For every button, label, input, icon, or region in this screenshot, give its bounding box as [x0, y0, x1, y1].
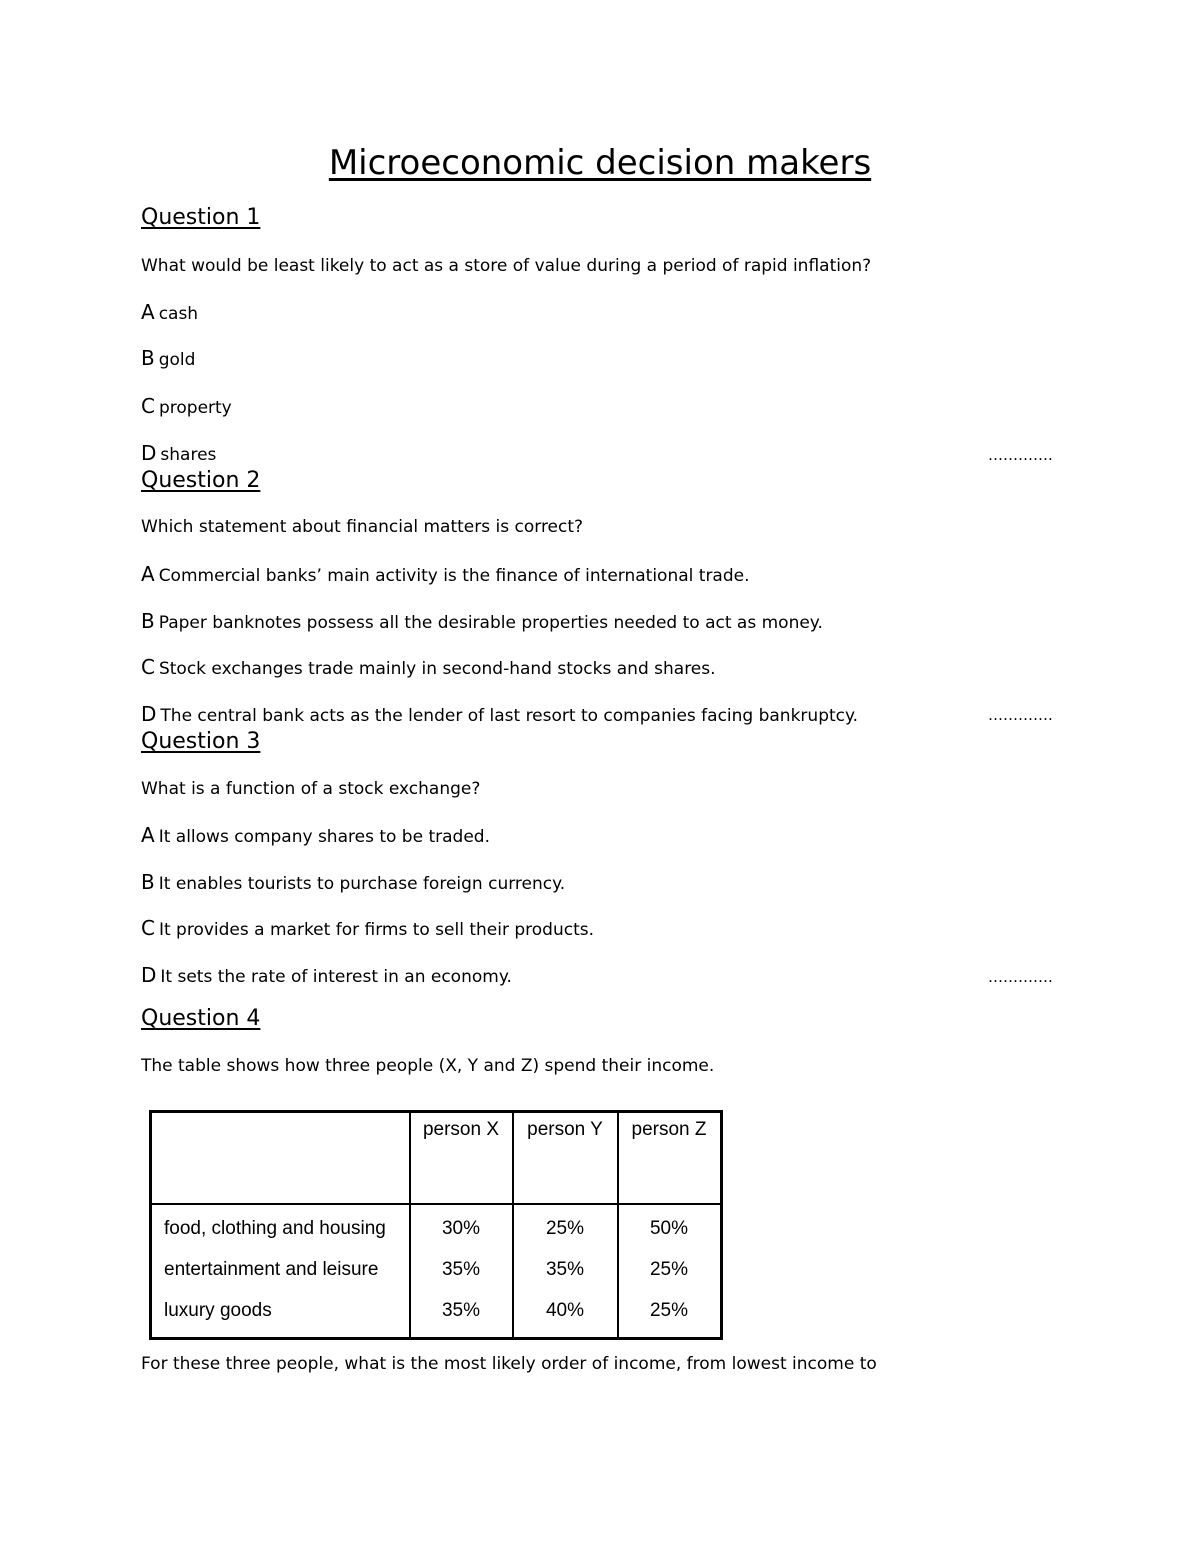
option-letter: B — [141, 870, 155, 894]
table-cell: 25% — [649, 1258, 689, 1280]
table-cell: 35% — [513, 1249, 618, 1290]
question-3-heading: Question 3 — [141, 729, 261, 754]
table-header-cell: person X — [410, 1112, 513, 1205]
question-1-option-a — [141, 300, 198, 324]
option-letter: B — [141, 346, 155, 370]
question-4-stem: The table shows how three people (X, Y and Z) spend their income. — [141, 1056, 715, 1076]
option-text: Stock exchanges trade mainly in second-hand stocks and shares. — [158, 659, 716, 679]
option-text: gold — [158, 350, 196, 370]
question-2-answer-blank: …………. — [988, 706, 1053, 724]
table-cell: entertainment and leisure — [151, 1249, 410, 1290]
option-letter: C — [141, 655, 155, 679]
table-cell: 25% — [649, 1299, 689, 1321]
question-2-option-d — [141, 702, 858, 726]
option-text: Commercial banks’ main activity is the finance of international trade. — [158, 566, 750, 586]
table-header-cell — [151, 1112, 410, 1205]
question-2-option-c — [141, 655, 716, 679]
option-letter: D — [141, 441, 157, 465]
option-letter: A — [141, 300, 155, 324]
option-letter: C — [141, 916, 155, 940]
table-cell: 35% — [410, 1249, 513, 1290]
question-2-option-b — [141, 609, 823, 633]
table-cell: 25% — [513, 1204, 618, 1249]
page-title: Microeconomic decision makers — [328, 143, 872, 183]
question-4-heading: Question 4 — [141, 1006, 261, 1031]
table-cell: 40% — [513, 1290, 618, 1339]
option-letter: A — [141, 562, 155, 586]
question-1-stem: What would be least likely to act as a store of value during a period of rapid inflation? — [141, 256, 872, 276]
question-2-option-a — [141, 562, 750, 586]
question-3-option-b — [141, 870, 565, 894]
table-cell: 35% — [410, 1290, 513, 1339]
option-text: The central bank acts as the lender of last resort to companies facing bankruptcy. — [160, 706, 859, 726]
question-3-answer-blank: …………. — [988, 968, 1053, 986]
question-1-option-c — [141, 394, 232, 418]
question-3-option-c — [141, 916, 594, 940]
table-cell: luxury goods — [151, 1290, 410, 1339]
table-cell: food, clothing and housing — [151, 1204, 410, 1249]
table-row — [151, 1290, 722, 1339]
question-1-answer-blank: …………. — [988, 446, 1053, 464]
option-letter: B — [141, 609, 155, 633]
question-1-option-b — [141, 346, 195, 370]
question-4-follow-up: For these three people, what is the most likely order of income, from lowest income to — [141, 1354, 877, 1374]
option-text: property — [158, 398, 232, 418]
question-1-heading: Question 1 — [141, 205, 261, 230]
question-1-option-d — [141, 441, 216, 465]
option-text: It provides a market for firms to sell their products. — [158, 920, 595, 940]
option-letter: D — [141, 702, 157, 726]
income-spending-table — [149, 1110, 723, 1340]
question-3-stem: What is a function of a stock exchange? — [141, 779, 481, 799]
option-text: It enables tourists to purchase foreign currency. — [158, 874, 566, 894]
table-row — [151, 1249, 722, 1290]
option-text: cash — [158, 304, 199, 324]
table-cell: 50% — [649, 1217, 689, 1239]
option-letter: D — [141, 963, 157, 987]
option-text: shares — [160, 445, 217, 465]
question-2-stem: Which statement about financial matters is correct? — [141, 517, 584, 537]
option-text: It allows company shares to be traded. — [158, 827, 490, 847]
question-3-option-a — [141, 823, 490, 847]
option-text: It sets the rate of interest in an economy. — [160, 967, 512, 987]
option-letter: C — [141, 394, 155, 418]
table-header-cell: person Y — [513, 1112, 618, 1205]
question-3-option-d — [141, 963, 512, 987]
table-cell: 30% — [410, 1204, 513, 1249]
option-text: Paper banknotes possess all the desirable properties needed to act as money. — [158, 613, 823, 633]
table-row — [151, 1204, 722, 1249]
option-letter: A — [141, 823, 155, 847]
table-header-row — [151, 1112, 722, 1205]
question-2-heading: Question 2 — [141, 468, 261, 493]
table-header-cell: person Z — [618, 1112, 722, 1205]
